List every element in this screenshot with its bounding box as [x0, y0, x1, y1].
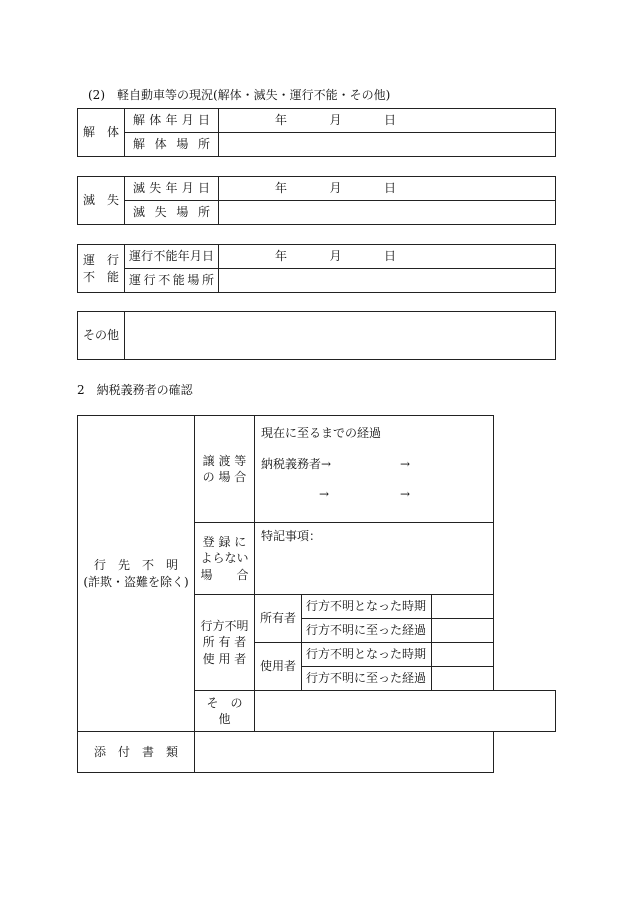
kaitai-date-field[interactable] — [219, 109, 556, 133]
kaitai-place-field[interactable] — [219, 133, 556, 157]
unregistered-label-line3: 場 合 — [200, 567, 249, 582]
unkou-place-field[interactable] — [219, 269, 556, 293]
unregistered-label — [195, 523, 255, 595]
owner-history-field[interactable] — [432, 619, 494, 643]
kaitai-label: 解 体 — [78, 109, 125, 157]
missing-outer-label-line1: 行 先 不 明 — [93, 558, 178, 573]
user-time-field[interactable] — [432, 643, 494, 667]
day-unit: 日 — [383, 249, 396, 264]
unkou-date-label: 運行不能年月日 — [125, 245, 219, 269]
month-unit: 月 — [329, 181, 342, 196]
day-unit: 日 — [383, 181, 396, 196]
messhitsu-place-label: 滅失場所 — [125, 201, 219, 225]
unregistered-label-line1: 登 録 に — [202, 535, 247, 550]
other-field[interactable] — [255, 691, 556, 732]
kaitai-date-label: 解体年月日 — [125, 109, 219, 133]
month-unit: 月 — [329, 249, 342, 264]
attachments-label: 添 付 書 類 — [78, 732, 195, 773]
owner-time-label: 行方不明となった時期 — [302, 595, 432, 619]
joto-label-line2: の 場 合 — [202, 470, 247, 484]
taxpayer-confirm-heading: 2 納税義務者の確認 — [77, 383, 193, 397]
joto-label-line1: 譲 渡 等 — [202, 453, 247, 468]
joto-arrow-1: → — [400, 457, 411, 471]
unregistered-label-line2: よらない — [200, 551, 249, 566]
unregistered-notes-label: 特記事項： — [261, 529, 322, 543]
user-history-label: 行方不明に至った経過 — [302, 667, 432, 691]
attachments-field[interactable] — [195, 732, 494, 773]
messhitsu-date-field[interactable] — [219, 177, 556, 201]
day-unit: 日 — [383, 113, 396, 128]
sonota-label: その他 — [78, 312, 125, 360]
unkou-label-line2: 不 能 — [82, 269, 119, 284]
kaitai-table — [77, 108, 556, 157]
missing-person-label-line3: 使 用 者 — [202, 651, 247, 666]
unkou-place-label: 運行不能場所 — [125, 269, 219, 293]
joto-label — [195, 416, 255, 523]
unkou-label — [78, 245, 125, 293]
kaitai-place-label: 解体場所 — [125, 133, 219, 157]
sonota-field[interactable] — [125, 312, 556, 360]
joto-taxpayer-label: 納税義務者→ — [261, 457, 332, 471]
owner-label: 所有者 — [255, 595, 302, 643]
owner-history-label: 行方不明に至った経過 — [302, 619, 432, 643]
messhitsu-place-field[interactable] — [219, 201, 556, 225]
unkou-date-field[interactable] — [219, 245, 556, 269]
unregistered-notes-field[interactable] — [255, 523, 494, 595]
messhitsu-label: 滅 失 — [78, 177, 125, 225]
unkou-label-line1: 運 行 — [82, 253, 119, 268]
owner-time-field[interactable] — [432, 595, 494, 619]
year-unit: 年 — [275, 249, 288, 264]
joto-history-title: 現在に至るまでの経過 — [261, 426, 382, 440]
missing-outer-label — [78, 416, 195, 732]
joto-arrow-3: → — [400, 487, 411, 501]
missing-outer-label-line2: (詐欺・盗難を除く) — [83, 574, 189, 589]
user-history-field[interactable] — [432, 667, 494, 691]
user-time-label: 行方不明となった時期 — [302, 643, 432, 667]
missing-person-label — [195, 595, 255, 691]
unkou-table — [77, 244, 556, 293]
missing-person-label-line2: 所 有 者 — [202, 635, 247, 650]
messhitsu-date-label: 滅失年月日 — [125, 177, 219, 201]
user-label: 使用者 — [255, 643, 302, 691]
year-unit: 年 — [275, 113, 288, 128]
missing-person-label-line1: 行方不明 — [200, 619, 249, 634]
sonota-table — [77, 311, 556, 360]
messhitsu-table — [77, 176, 556, 225]
other-label: そ の 他 — [195, 691, 255, 732]
month-unit: 月 — [329, 113, 342, 128]
year-unit: 年 — [275, 181, 288, 196]
taxpayer-table — [77, 415, 556, 773]
section-2-heading: (2) 軽自動車等の現況(解体・滅失・運行不能・その他) — [88, 88, 391, 102]
joto-arrow-2: → — [319, 487, 330, 501]
joto-history-field[interactable] — [255, 416, 494, 523]
